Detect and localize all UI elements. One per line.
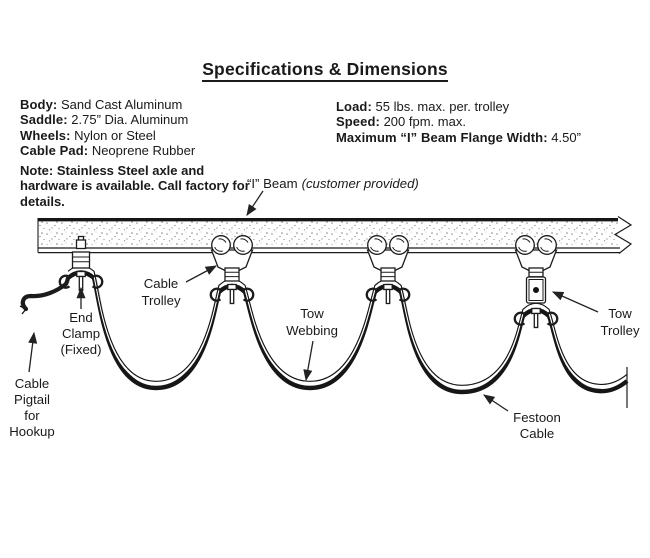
label-cable-pigtail: Cable Pigtail for Hookup [9, 376, 55, 439]
tow-trolley-hole [533, 287, 539, 293]
label-end-clamp: End Clamp (Fixed) [60, 310, 102, 357]
spec-row-cable-pad: Cable Pad: Neoprene Rubber [20, 143, 196, 159]
label-cable-trolley: Cable Trolley [141, 276, 181, 308]
arrow-cable-pigtail [29, 333, 34, 372]
cable-pigtail-path [23, 278, 68, 309]
arrow-i-beam [247, 191, 263, 215]
spec-row-flange-width: Maximum “I” Beam Flange Width: 4.50” [336, 129, 581, 145]
spec-row-load: Load: 55 lbs. max. per. trolley [336, 99, 510, 114]
spec-row-body: Body: Sand Cast Aluminum [20, 97, 183, 112]
label-festoon-cable: Festoon Cable [513, 410, 561, 441]
spec-row-speed: Speed: 200 fpm. max. [336, 114, 466, 130]
arrow-festoon-cable [484, 395, 508, 411]
label-i-beam: “I” Beam (customer provided) [247, 176, 419, 191]
note-text: Note: Stainless Steel axle and hardware is available. Call factory for details. [20, 163, 250, 209]
spec-row-saddle: Saddle: 2.75” Dia. Aluminum [20, 112, 189, 128]
page-title: Specifications & Dimensions [0, 59, 650, 80]
arrow-cable-trolley [186, 266, 216, 282]
spec-row-wheels: Wheels: Nylon or Steel [20, 127, 156, 143]
label-tow-webbing: Tow Webbing [286, 306, 338, 338]
arrow-tow-trolley [553, 292, 598, 312]
label-tow-trolley: Tow Trolley [600, 306, 640, 338]
arrow-tow-webbing [306, 341, 313, 380]
